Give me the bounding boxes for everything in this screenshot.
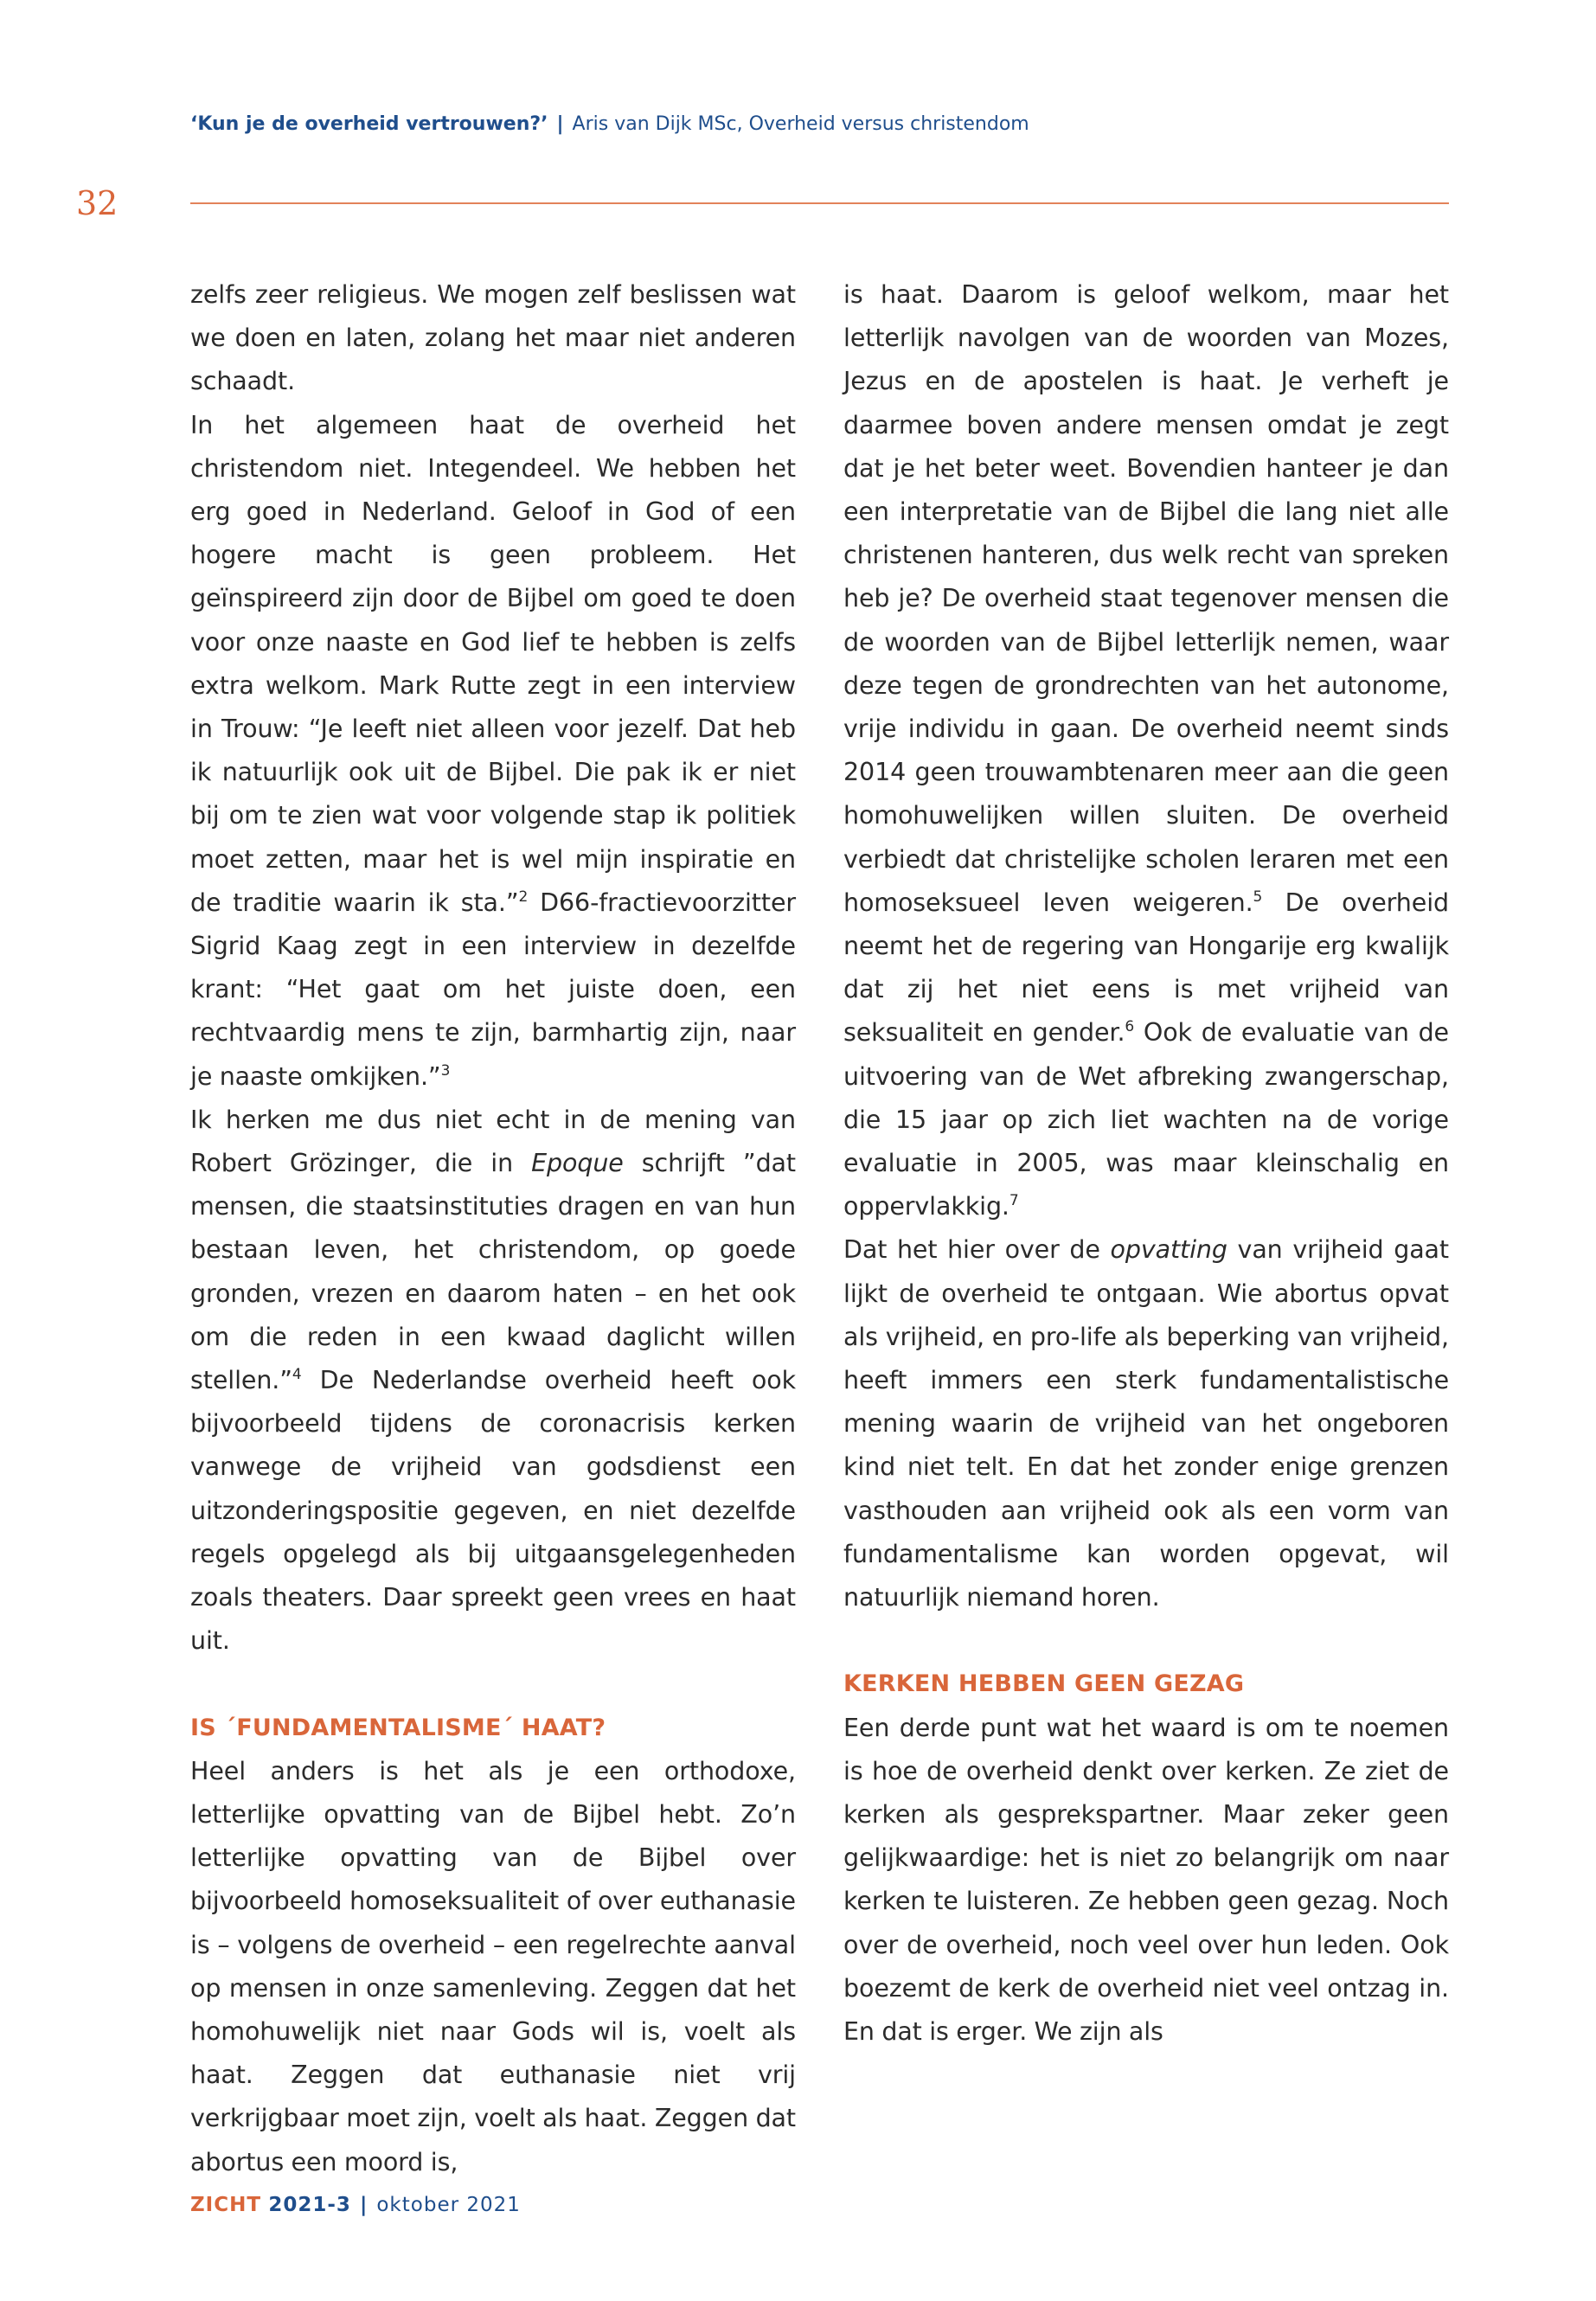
magazine-name: Epoque (531, 1149, 624, 1178)
header-title: ‘Kun je de overheid vertrouwen?’ (190, 113, 548, 135)
paragraph: Een derde punt wat het waard is om te noemen is hoe de overheid denkt over kerken. Ze ziet de kerken als gesprekspartner. Maar zeker geen gelijkwaardige: het is niet zo belangrijk om naar kerken te luisteren. Ze hebben geen gezag. Noch over de overheid, noch veel over hun leden. Ook boezemt de kerk de overheid niet veel ontzag in. En dat is erger. We zijn als (843, 1713, 1449, 2046)
footer-date: oktober 2021 (376, 2194, 521, 2216)
footnote-ref: 3 (440, 1061, 451, 1080)
page-number: 32 (76, 184, 119, 222)
header-subtitle: Aris van Dijk MSc, Overheid versus christendom (572, 113, 1029, 135)
paragraph: is haat. Daarom is geloof welkom, maar het letterlijk navolgen van de woorden van Mozes, Jezus en de apostelen is haat. Je verheft je daarmee boven andere mensen omdat je zegt dat je het beter weet. Bovendien hanteer je dan een interpretatie van de Bijbel die lang niet alle christenen hanteren, dus welk recht van spreken heb je? De overheid staat tegenover mensen die de woorden van de Bijbel letterlijk nemen, waar deze tegen de grondrechten van het autonome, vrije individu in gaan. De overheid neemt sinds 2014 geen trouwambtenaren meer aan die geen homohuwelijken willen sluiten. De overheid verbiedt dat christelijke scholen leraren met een homoseksueel leven weigeren.$^5$ De overheid neemt het de regering van Hongarije erg kwalijk dat zij het niet eens is met vrijheid van seksualiteit en gender.$^6$ Ook de evaluatie van de uitvoering van de Wet afbreking zwangerschap, die 15 jaar op zich liet wachten na de vorige evaluatie in 2005, was maar kleinschalig en oppervlakkig.$^7$ (843, 280, 1450, 1221)
paragraph: Heel anders is het als je een orthodoxe, letterlijke opvatting van de Bijbel hebt. Zo’n letterlijke opvatting van de Bijbel over bijvoorbeeld homoseksualiteit of over euthanasie is – volgens de overheid – een regelrechte aanval op mensen in onze samenleving. Zeggen dat het homohuwelijk niet naar Gods wil is, voelt als haat. Zeggen dat euthanasie niet vrij verkrijgbaar moet zijn, voelt als haat. Zeggen dat abortus een moord is, (190, 1756, 796, 2176)
footer-issue: 2021-3 (268, 2194, 351, 2216)
header-rule (190, 202, 1449, 204)
paragraph: Ik herken me dus niet echt in de mening van Robert Grözinger, die in Epoque schrijft ”dat mensen, die staatsinstituties dragen en van hun bestaan leven, het christendom, op goede gronden, vrezen en daarom haten – en het ook om die reden in een kwaad daglicht willen stellen.”$^4$ De Nederlandse overheid heeft ook bijvoorbeeld tijdens de coronacrisis kerken vanwege de vrijheid van godsdienst een uitzonderingspositie gegeven, en niet dezelfde regels opgelegd als bij uitgaansgelegenheden zoals theaters. Daar spreekt geen vrees en haat uit. (190, 1105, 796, 1656)
footnote-ref: 5 (1253, 888, 1263, 906)
footer-magazine: ZICHT (190, 2194, 262, 2216)
header-separator: | (556, 113, 564, 135)
footer (190, 2194, 521, 2216)
running-header (190, 113, 1029, 135)
footnote-ref: 2 (518, 888, 529, 906)
paragraph: Dat het hier over de opvatting van vrijheid gaat lijkt de overheid te ontgaan. Wie abortus opvat als vrijheid, en pro-life als beperking van vrijheid, heeft immers een sterk fundamentalistische mening waarin de vrijheid van het ongeboren kind niet telt. En dat het zonder enige grenzen vasthouden aan vrijheid ook als een vorm van fundamentalisme kan worden opgevat, wil natuurlijk niemand horen. (843, 1235, 1449, 1612)
footnote-ref: 7 (1009, 1192, 1019, 1210)
footnote-ref: 4 (292, 1366, 302, 1384)
section-heading: IS ´FUNDAMENTALISME´ HAAT? (190, 1714, 606, 1741)
left-column (190, 273, 796, 2184)
footnote-ref: 6 (1125, 1018, 1135, 1036)
emphasis: opvatting (1110, 1235, 1227, 1265)
paragraph: zelfs zeer religieus. We mogen zelf beslissen wat we doen en laten, zolang het maar niet anderen schaadt. (190, 280, 796, 396)
footer-separator: | (359, 2194, 369, 2216)
paragraph: In het algemeen haat de overheid het christendom niet. Integendeel. We hebben het erg goed in Nederland. Geloof in God of een hogere macht is geen probleem. Het geïnspireerd zijn door de Bijbel om goed te doen voor onze naaste en God lief te hebben is zelfs extra welkom. Mark Rutte zegt in een interview in Trouw: “Je leeft niet alleen voor jezelf. Dat heb ik natuurlijk ook uit de Bijbel. Die pak ik er niet bij om te zien wat voor volgende stap ik politiek moet zetten, maar het is wel mijn inspiratie en de traditie waarin ik sta.”$^2$ D66-fractievoorzitter Sigrid Kaag zegt in een interview in dezelfde krant: “Het gaat om het juiste doen, een rechtvaardig mens te zijn, barmhartig zijn, naar je naaste omkijken.”$^3$ (190, 410, 796, 1091)
section-heading: KERKEN HEBBEN GEEN GEZAG (843, 1670, 1245, 1698)
right-column (843, 273, 1449, 2054)
